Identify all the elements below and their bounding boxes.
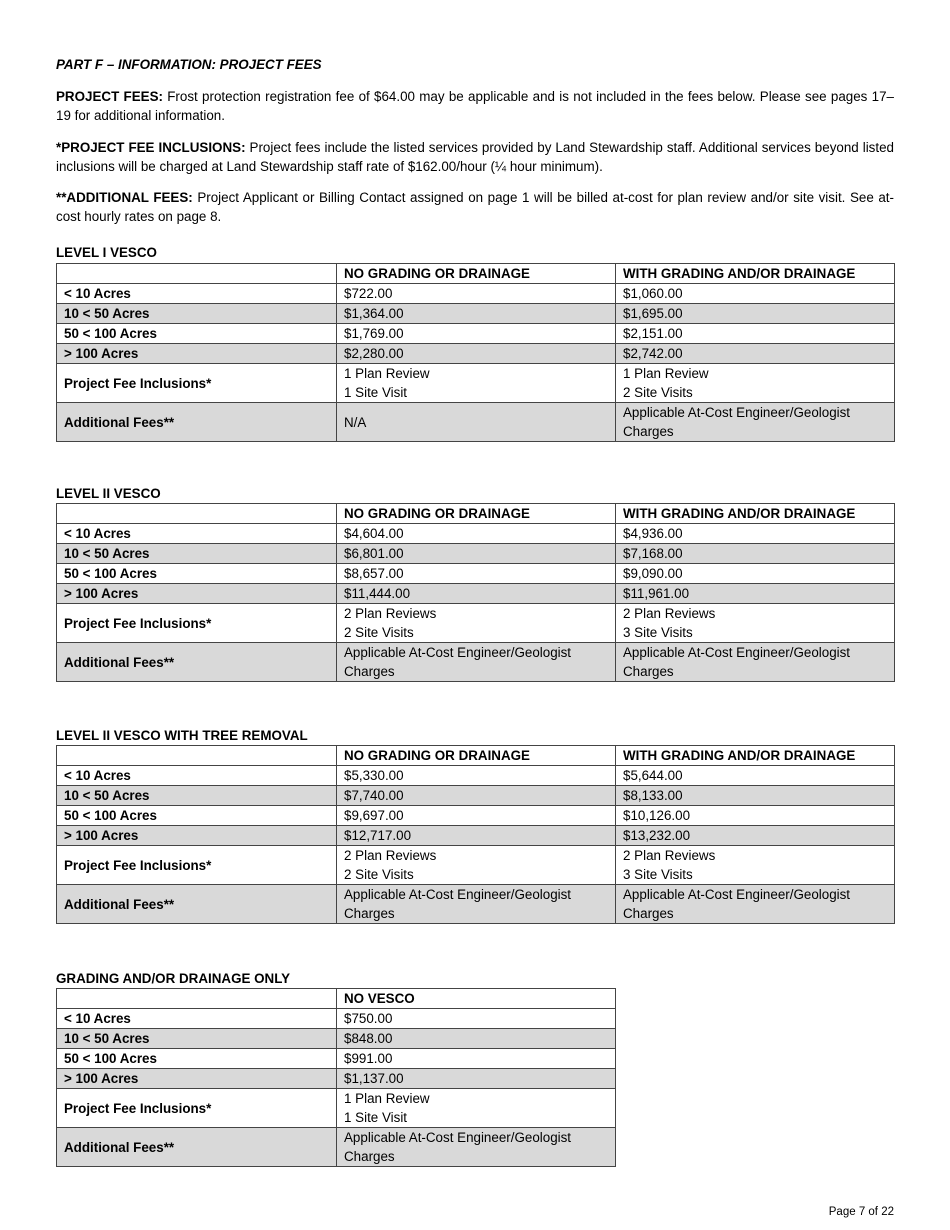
fee-cell: $1,060.00 — [616, 284, 895, 304]
row-label: > 100 Acres — [57, 1069, 337, 1089]
cell-line: Charges — [623, 424, 674, 439]
fee-cell: $5,330.00 — [337, 766, 616, 786]
table-row — [57, 544, 895, 564]
fee-cell: N/A — [337, 403, 616, 442]
fee-cell: $12,717.00 — [337, 826, 616, 846]
row-label: Project Fee Inclusions* — [57, 1089, 337, 1128]
fee-cell — [337, 364, 616, 403]
fee-table-grading-and-or-drainage-only — [56, 988, 616, 1167]
fee-cell: $4,936.00 — [616, 524, 895, 544]
table-header-row — [57, 504, 895, 524]
table-row — [57, 786, 895, 806]
table-row — [57, 344, 895, 364]
fee-cell — [616, 403, 895, 442]
row-label: Project Fee Inclusions* — [57, 364, 337, 403]
row-label: > 100 Acres — [57, 584, 337, 604]
project-fees-paragraph — [56, 87, 894, 125]
fee-cell: $9,090.00 — [616, 564, 895, 584]
row-label: 50 < 100 Acres — [57, 324, 337, 344]
row-label: > 100 Acres — [57, 344, 337, 364]
additional-fees-label: **ADDITIONAL FEES: — [56, 190, 193, 205]
fee-cell — [616, 643, 895, 682]
table-row — [57, 584, 895, 604]
table-header-row — [57, 264, 895, 284]
cell-line: Applicable At-Cost Engineer/Geologist — [623, 887, 851, 902]
cell-line: 2 Site Visits — [344, 867, 414, 882]
fee-cell: $2,742.00 — [616, 344, 895, 364]
cell-line: Applicable At-Cost Engineer/Geologist — [344, 1130, 572, 1145]
table-header-row — [57, 989, 616, 1009]
section-title-level-ii-vesco-with-tree-removal: LEVEL II VESCO WITH TREE REMOVAL — [56, 728, 308, 743]
cell-line: Charges — [623, 906, 674, 921]
fee-cell: $1,769.00 — [337, 324, 616, 344]
cell-line: 2 Plan Reviews — [344, 848, 437, 863]
cell-line: 2 Site Visits — [623, 385, 693, 400]
cell-line: 2 Plan Reviews — [344, 606, 437, 621]
cell-line: Charges — [344, 664, 395, 679]
cell-line: Charges — [623, 664, 674, 679]
table-row — [57, 304, 895, 324]
fee-table-level-ii-vesco — [56, 503, 895, 682]
fee-cell: $10,126.00 — [616, 806, 895, 826]
row-label: Additional Fees** — [57, 885, 337, 924]
fee-cell — [337, 1089, 616, 1128]
fee-cell — [337, 1128, 616, 1167]
cell-line: 1 Site Visit — [344, 385, 408, 400]
cell-line: Applicable At-Cost Engineer/Geologist — [344, 645, 572, 660]
table-row — [57, 364, 895, 403]
fee-cell: $750.00 — [337, 1009, 616, 1029]
fee-cell: $7,168.00 — [616, 544, 895, 564]
row-label: > 100 Acres — [57, 826, 337, 846]
section-title-grading-and-or-drainage-only: GRADING AND/OR DRAINAGE ONLY — [56, 971, 291, 986]
inclusions-text: Project fees include the listed services provided by Land Stewardship staff. Additional services beyond listed inclusions will be charged at Land Stewardship staff rate of $162.00/hour (¼ hour minimum). — [56, 140, 894, 174]
row-label: Project Fee Inclusions* — [57, 846, 337, 885]
table-row — [57, 1049, 616, 1069]
table-row — [57, 1128, 616, 1167]
table-row — [57, 766, 895, 786]
column-header: WITH GRADING AND/OR DRAINAGE — [616, 746, 895, 766]
table-row — [57, 1069, 616, 1089]
row-label: Additional Fees** — [57, 403, 337, 442]
header-cell-empty — [57, 746, 337, 766]
additional-fees-paragraph — [56, 188, 894, 226]
row-label: Additional Fees** — [57, 643, 337, 682]
project-fees-label: PROJECT FEES: — [56, 89, 163, 104]
fee-cell: $1,137.00 — [337, 1069, 616, 1089]
section-title-level-i-vesco: LEVEL I VESCO — [56, 245, 157, 260]
fee-cell: $7,740.00 — [337, 786, 616, 806]
table-row — [57, 826, 895, 846]
fee-cell: $991.00 — [337, 1049, 616, 1069]
fee-cell: $848.00 — [337, 1029, 616, 1049]
row-label: < 10 Acres — [57, 766, 337, 786]
inclusions-paragraph — [56, 138, 894, 176]
row-label: 50 < 100 Acres — [57, 564, 337, 584]
fee-table-level-i-vesco — [56, 263, 895, 442]
page-number: Page 7 of 22 — [828, 1206, 894, 1218]
table-row — [57, 846, 895, 885]
row-label: 10 < 50 Acres — [57, 1029, 337, 1049]
fee-cell — [337, 604, 616, 643]
column-header: NO GRADING OR DRAINAGE — [337, 746, 616, 766]
cell-line: 3 Site Visits — [623, 625, 693, 640]
fee-cell — [616, 846, 895, 885]
fee-cell: $722.00 — [337, 284, 616, 304]
column-header: NO VESCO — [337, 989, 616, 1009]
table-row — [57, 1029, 616, 1049]
row-label: 10 < 50 Acres — [57, 786, 337, 806]
cell-line: 3 Site Visits — [623, 867, 693, 882]
inclusions-label: *PROJECT FEE INCLUSIONS: — [56, 140, 246, 155]
cell-line: Charges — [344, 1149, 395, 1164]
fee-cell: $11,444.00 — [337, 584, 616, 604]
column-header: WITH GRADING AND/OR DRAINAGE — [616, 504, 895, 524]
row-label: Project Fee Inclusions* — [57, 604, 337, 643]
cell-line: Applicable At-Cost Engineer/Geologist — [623, 645, 851, 660]
header-cell-empty — [57, 504, 337, 524]
cell-line: 1 Plan Review — [344, 366, 430, 381]
row-label: 10 < 50 Acres — [57, 304, 337, 324]
row-label: 50 < 100 Acres — [57, 806, 337, 826]
cell-line: Applicable At-Cost Engineer/Geologist — [623, 405, 851, 420]
fee-cell — [337, 885, 616, 924]
row-label: < 10 Acres — [57, 524, 337, 544]
cell-line: Charges — [344, 906, 395, 921]
fee-cell: $2,151.00 — [616, 324, 895, 344]
table-row — [57, 284, 895, 304]
table-row — [57, 1009, 616, 1029]
table-header-row — [57, 746, 895, 766]
table-row — [57, 564, 895, 584]
section-title-level-ii-vesco: LEVEL II VESCO — [56, 486, 161, 501]
fee-cell: $1,364.00 — [337, 304, 616, 324]
fee-cell: $4,604.00 — [337, 524, 616, 544]
fee-cell — [616, 604, 895, 643]
fee-cell: $6,801.00 — [337, 544, 616, 564]
row-label: Additional Fees** — [57, 1128, 337, 1167]
fee-cell: $8,657.00 — [337, 564, 616, 584]
fee-cell — [337, 846, 616, 885]
fee-cell: $1,695.00 — [616, 304, 895, 324]
table-row — [57, 806, 895, 826]
column-header: WITH GRADING AND/OR DRAINAGE — [616, 264, 895, 284]
fee-table-level-ii-vesco-with-tree-removal — [56, 745, 895, 924]
fee-cell: $2,280.00 — [337, 344, 616, 364]
part-title: PART F – INFORMATION: PROJECT FEES — [56, 57, 322, 72]
fee-cell: $5,644.00 — [616, 766, 895, 786]
table-row — [57, 524, 895, 544]
fee-cell: $11,961.00 — [616, 584, 895, 604]
column-header: NO GRADING OR DRAINAGE — [337, 264, 616, 284]
cell-line: 1 Plan Review — [344, 1091, 430, 1106]
table-row — [57, 885, 895, 924]
additional-fees-text: Project Applicant or Billing Contact assigned on page 1 will be billed at-cost for plan review and/or site visit. See at-cost hourly rates on page 8. — [56, 190, 894, 224]
cell-line: 2 Plan Reviews — [623, 606, 716, 621]
fee-cell: $9,697.00 — [337, 806, 616, 826]
table-row — [57, 1089, 616, 1128]
fee-cell — [616, 885, 895, 924]
row-label: 10 < 50 Acres — [57, 544, 337, 564]
cell-line: 2 Plan Reviews — [623, 848, 716, 863]
row-label: < 10 Acres — [57, 1009, 337, 1029]
cell-line: Applicable At-Cost Engineer/Geologist — [344, 887, 572, 902]
row-label: < 10 Acres — [57, 284, 337, 304]
row-label: 50 < 100 Acres — [57, 1049, 337, 1069]
cell-line: 1 Plan Review — [623, 366, 709, 381]
project-fees-text: Frost protection registration fee of $64.00 may be applicable and is not included in the fees below. Please see pages 17– 19 for additional information. — [56, 89, 894, 123]
header-cell-empty — [57, 989, 337, 1009]
table-row — [57, 643, 895, 682]
fee-cell — [337, 643, 616, 682]
table-row — [57, 403, 895, 442]
fee-cell — [616, 364, 895, 403]
cell-line: 1 Site Visit — [344, 1110, 408, 1125]
cell-line: 2 Site Visits — [344, 625, 414, 640]
fee-cell: $8,133.00 — [616, 786, 895, 806]
fee-cell: $13,232.00 — [616, 826, 895, 846]
table-row — [57, 324, 895, 344]
header-cell-empty — [57, 264, 337, 284]
column-header: NO GRADING OR DRAINAGE — [337, 504, 616, 524]
table-row — [57, 604, 895, 643]
